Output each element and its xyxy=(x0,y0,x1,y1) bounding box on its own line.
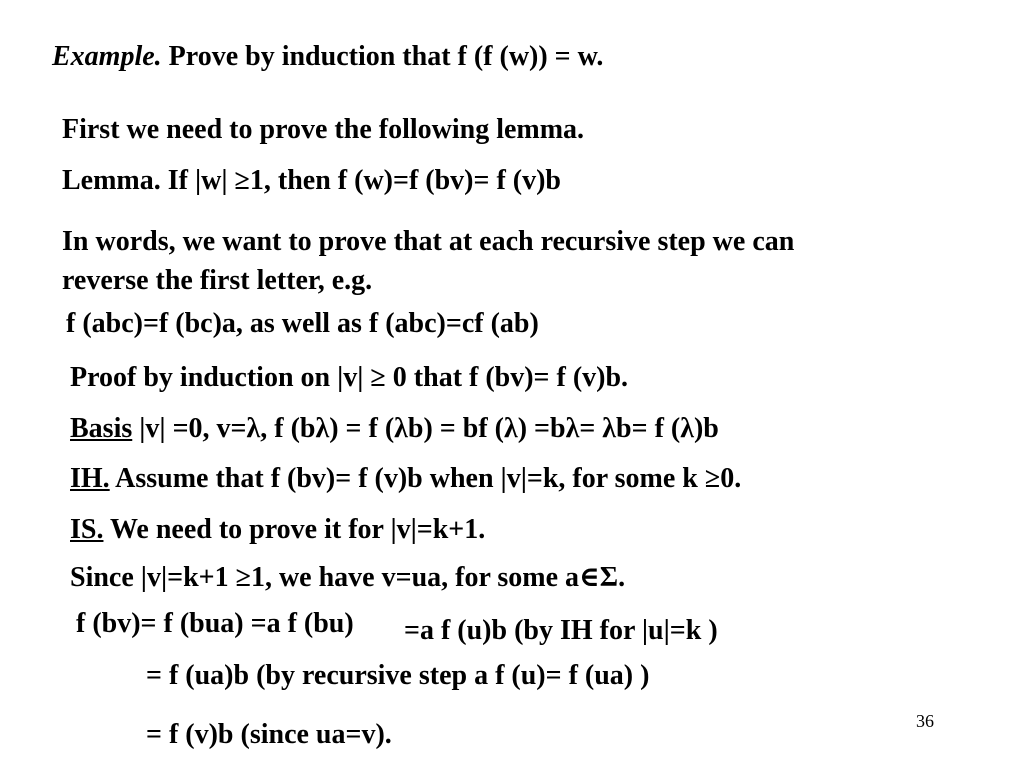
lemma-line: Lemma. If |w| ≥1, then f (w)=f (bv)= f (v)b xyxy=(62,165,561,196)
basis-text: |v| =0, v=λ, f (bλ) = f (λb) = bf (λ) =bλ= λb= f (λ)b xyxy=(132,413,719,444)
proof-statement: Proof by induction on |v| ≥ 0 that f (bv)= f (v)b. xyxy=(70,362,629,393)
is-line xyxy=(70,514,485,546)
ih-text: Assume that f (bv)= f (v)b when |v|=k, for some k ≥0. xyxy=(109,463,742,494)
explanation-line-1: In words, we want to prove that at each recursive step we can xyxy=(62,226,795,257)
page-number: 36 xyxy=(916,711,934,731)
slide-title xyxy=(52,41,603,73)
basis-line xyxy=(70,413,719,445)
title-statement: Prove by induction that f (f (w)) = w. xyxy=(168,41,604,72)
example-line: f (abc)=f (bc)a, as well as f (abc)=cf (ab) xyxy=(66,308,539,339)
explanation-line-2: reverse the first letter, e.g. xyxy=(62,265,373,296)
is-text: We need to prove it for |v|=k+1. xyxy=(103,514,486,545)
is-label: IS. xyxy=(70,514,104,545)
equation-line-1b: =a f (u)b (by IH for |u|=k ) xyxy=(404,615,718,646)
intro-line: First we need to prove the following lemma. xyxy=(62,114,585,145)
since-line: Since |v|=k+1 ≥1, we have v=ua, for some a∈Σ. xyxy=(70,562,626,593)
ih-line xyxy=(70,463,741,495)
basis-label: Basis xyxy=(70,413,133,444)
title-example-label: Example. xyxy=(52,41,162,72)
equation-line-1a: f (bv)= f (bua) =a f (bu) xyxy=(76,608,354,639)
equation-line-3: = f (v)b (since ua=v). xyxy=(146,719,392,750)
ih-label: IH. xyxy=(70,463,110,494)
equation-line-2: = f (ua)b (by recursive step a f (u)= f (ua) ) xyxy=(146,660,650,691)
